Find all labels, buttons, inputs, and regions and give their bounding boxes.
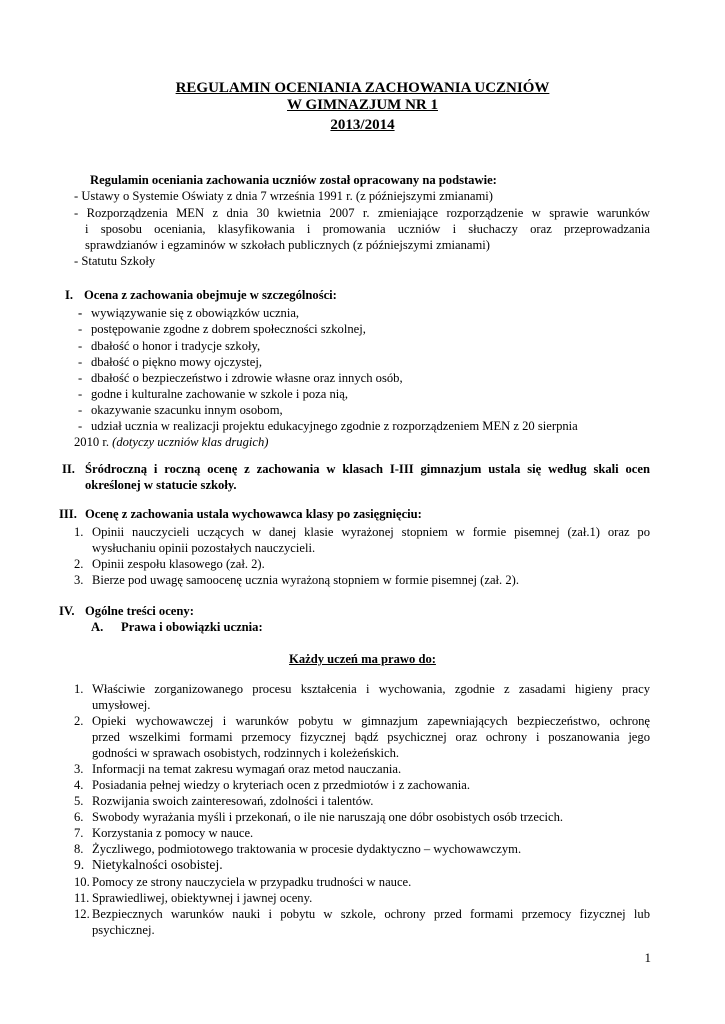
rights-item: Sprawiedliwej, obiektywnej i jawnej oceny. — [92, 891, 313, 905]
section-3-item-number: 3. — [74, 573, 84, 587]
bullet-dash: - — [78, 371, 83, 385]
rights-item: godności w sprawach osobistych, rodzinnych i koleżeńskich. — [92, 746, 400, 760]
section-4-sub-heading: Prawa i obowiązki ucznia: — [121, 620, 263, 634]
rights-item: Swobody wyrażania myśli i przekonań, o ile nie naruszają one dóbr osobistych osób trzecich. — [92, 810, 564, 824]
section-1-item: godne i kulturalne zachowanie w szkole i poza nią, — [91, 387, 349, 401]
rights-item: Nietykalności osobistej. — [92, 857, 223, 872]
rights-item: Właściwie zorganizowanego procesu kształcenia i wychowania, zgodnie z zasadami higieny pracy — [92, 682, 650, 696]
section-4-sub-letter: A. — [91, 620, 104, 634]
rights-item: psychicznej. — [92, 923, 155, 937]
section-3-item: Bierze pod uwagę samoocenę ucznia wyrażoną stopniem w formie pisemnej (zał. 2). — [92, 573, 519, 587]
section-1-item: dbałość o piękno mowy ojczystej, — [91, 355, 263, 369]
section-2-line: określonej w statucie szkoły. — [85, 478, 237, 492]
rights-item-number: 12. — [74, 907, 90, 921]
rights-item-number: 7. — [74, 826, 84, 840]
rights-item-number: 4. — [74, 778, 84, 792]
section-3-item-number: 1. — [74, 525, 84, 539]
basis-item: i sposobu oceniania, klasyfikowania i promowania uczniów i słuchaczy oraz przeprowadzania — [85, 222, 650, 236]
rights-item: Pomocy ze strony nauczyciela w przypadku trudności w nauce. — [92, 875, 412, 889]
bullet-dash: - — [78, 419, 83, 433]
continuation-note: (dotyczy uczniów klas drugich) — [112, 435, 269, 449]
basis-item: - Rozporządzenia MEN z dnia 30 kwietnia 2007 r. zmieniające rozporządzenie w sprawie warunków — [74, 206, 650, 220]
rights-heading: Każdy uczeń ma prawo do: — [289, 652, 436, 666]
rights-item: Informacji na temat zakresu wymagań oraz metod nauczania. — [92, 762, 402, 776]
rights-item: Bezpiecznych warunków nauki i pobytu w szkole, ochrony przed formami przemocy fizycznej lub — [92, 907, 650, 921]
bullet-dash: - — [78, 339, 83, 353]
rights-item: umysłowej. — [92, 698, 151, 712]
rights-item: Rozwijania swoich zainteresowań, zdolności i talentów. — [92, 794, 374, 808]
section-3-heading: Ocenę z zachowania ustala wychowawca klasy po zasięgnięciu: — [85, 507, 422, 521]
title-line-3: 2013/2014 — [330, 117, 395, 133]
section-1-item: udział ucznia w realizacji projektu edukacyjnego zgodnie z rozporządzeniem MEN z 20 sierpnia — [91, 419, 578, 433]
rights-item: Życzliwego, podmiotowego traktowania w procesie dydaktyczno – wychowawczym. — [92, 842, 522, 856]
rights-item-number: 2. — [74, 714, 84, 728]
section-3-item: wysłuchaniu opinii pozostałych nauczycieli. — [92, 541, 316, 555]
section-1-item: wywiązywanie się z obowiązków ucznia, — [91, 306, 300, 320]
bullet-dash: - — [78, 387, 83, 401]
basis-heading: Regulamin oceniania zachowania uczniów został opracowany na podstawie: — [90, 173, 497, 187]
rights-item-number: 3. — [74, 762, 84, 776]
bullet-dash: - — [78, 306, 83, 320]
bullet-dash: - — [78, 403, 83, 417]
section-1-continuation — [74, 434, 268, 450]
title-line-2: W GIMNAZJUM NR 1 — [287, 97, 438, 113]
section-3-item: Opinii zespołu klasowego (zał. 2). — [92, 557, 265, 571]
bullet-dash: - — [78, 322, 83, 336]
basis-item: - Statutu Szkoły — [74, 254, 156, 268]
rights-item-number: 1. — [74, 682, 84, 696]
section-4-heading: Ogólne treści oceny: — [85, 604, 194, 618]
section-1-item: postępowanie zgodne z dobrem społeczności szkolnej, — [91, 322, 366, 336]
section-2-number: II. — [62, 462, 75, 476]
section-1-item: dbałość o honor i tradycje szkoły, — [91, 339, 261, 353]
section-3-item-number: 2. — [74, 557, 84, 571]
continuation-date: 2010 r. — [74, 435, 109, 449]
rights-item-number: 10. — [74, 875, 90, 889]
title-line-1: REGULAMIN OCENIANIA ZACHOWANIA UCZNIÓW — [175, 80, 550, 96]
rights-item: przed wszelkimi formami przemocy fizycznej bądź psychicznej oraz ochrony i poszanowania jego — [92, 730, 650, 744]
rights-item-number: 9. — [74, 857, 85, 872]
rights-item-number: 5. — [74, 794, 84, 808]
rights-item-number: 6. — [74, 810, 84, 824]
rights-item: Opieki wychowawczej i warunków pobytu w gimnazjum zapewniających bezpieczeństwo, ochronę — [92, 714, 650, 728]
section-3-number: III. — [59, 507, 77, 521]
section-2-line: Śródroczną i roczną ocenę z zachowania w klasach I-III gimnazjum ustala się według skali ocen — [85, 462, 650, 476]
section-3-item: Opinii nauczycieli uczących w danej klasie wyrażonej stopniem w formie pisemnej (zał.1) oraz po — [92, 525, 650, 539]
rights-item-number: 8. — [74, 842, 84, 856]
basis-item: - Ustawy o Systemie Oświaty z dnia 7 września 1991 r. (z późniejszymi zmianami) — [74, 189, 493, 203]
rights-item: Korzystania z pomocy w nauce. — [92, 826, 254, 840]
section-1-item: dbałość o bezpieczeństwo i zdrowie własne oraz innych osób, — [91, 371, 403, 385]
section-1-number: I. — [65, 288, 74, 302]
basis-item: sprawdzianów i egzaminów w szkołach publicznych (z późniejszymi zmianami) — [85, 238, 490, 252]
section-4-number: IV. — [59, 604, 75, 618]
section-1-item: okazywanie szacunku innym osobom, — [91, 403, 283, 417]
rights-item-number: 11. — [74, 891, 90, 905]
bullet-dash: - — [78, 355, 83, 369]
page-number: 1 — [644, 950, 651, 965]
section-1-heading: Ocena z zachowania obejmuje w szczególności: — [84, 288, 337, 302]
rights-item: Posiadania pełnej wiedzy o kryteriach ocen z przedmiotów i z zachowania. — [92, 778, 471, 792]
